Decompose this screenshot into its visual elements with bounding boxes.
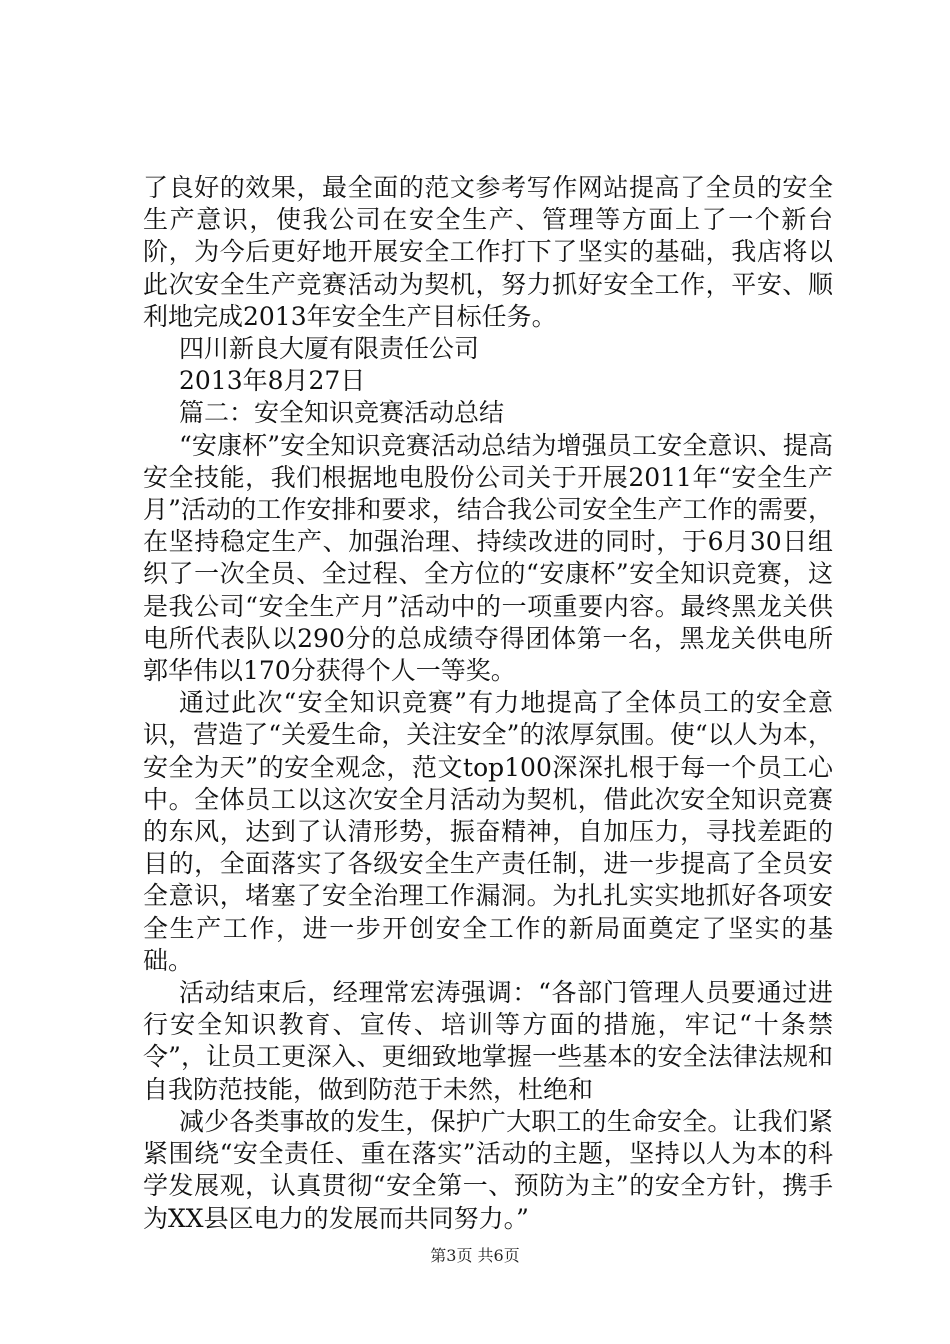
paragraph-continuation: 了良好的效果，最全面的范文参考写作网站提高了全员的安全生产意识，使我公司在安全生产、管理等方面上了一个新台阶，为今后更好地开展安全工作打下了坚实的基础，我店将以此次安全生产竞赛活动为契机，努力抓好安全工作，平安、顺利地完成2013年安全生产目标任务。 <box>143 173 833 331</box>
company-signature: 四川新良大厦有限责任公司 <box>179 334 480 364</box>
paragraph-body: 通过此次“安全知识竞赛”有力地提高了全体员工的安全意识，营造了“关爱生命，关注安全”的浓厚氛围。使“以人为本，安全为天”的安全观念，范文top100深深扎根于每一个员工心中。全体员工以这次安全月活动为契机，借此次安全知识竞赛的东风，达到了认清形势，振奋精神，自加压力，寻找差距的目的，全面落实了各级安全生产责任制，进一步提高了全员安全意识，堵塞了安全治理工作漏洞。为扎扎实实地抓好各项安全生产工作，进一步开创安全工作的新局面奠定了坚实的基础。 <box>143 688 833 975</box>
document-body <box>143 172 833 1235</box>
section-heading: 篇二：安全知识竞赛活动总结 <box>179 398 505 428</box>
paragraph-body: “安康杯”安全知识竞赛活动总结为增强员工安全意识、提高安全技能，我们根据地电股份公司关于开展2011年“安全生产月”活动的工作安排和要求，结合我公司安全生产工作的需要，在坚持稳定生产、加强治理、持续改进的同时，于6月30日组织了一次全员、全过程、全方位的“安康杯”安全知识竞赛，这是我公司“安全生产月”活动中的一项重要内容。最终黑龙关供电所代表队以290分的总成绩夺得团体第一名，黑龙关供电所郭华伟以170分获得个人一等奖。 <box>143 430 833 686</box>
paragraph-body: 活动结束后，经理常宏涛强调：“各部门管理人员要通过进行安全知识教育、宣传、培训等方面的措施，牢记“十条禁令”，让员工更深入、更细致地掌握一些基本的安全法律法规和自我防范技能，做到防范于未然，杜绝和 <box>143 978 833 1104</box>
signature-date: 2013年8月27日 <box>179 366 366 396</box>
paragraph-body: 减少各类事故的发生，保护广大职工的生命安全。让我们紧紧围绕“安全责任、重在落实”活动的主题，坚持以人为本的科学发展观，认真贯彻“安全第一、预防为主”的安全方针，携手为XX县区电力的发展而共同努力。” <box>143 1106 833 1233</box>
page-number-footer: 第3页 共6页 <box>430 1246 520 1265</box>
